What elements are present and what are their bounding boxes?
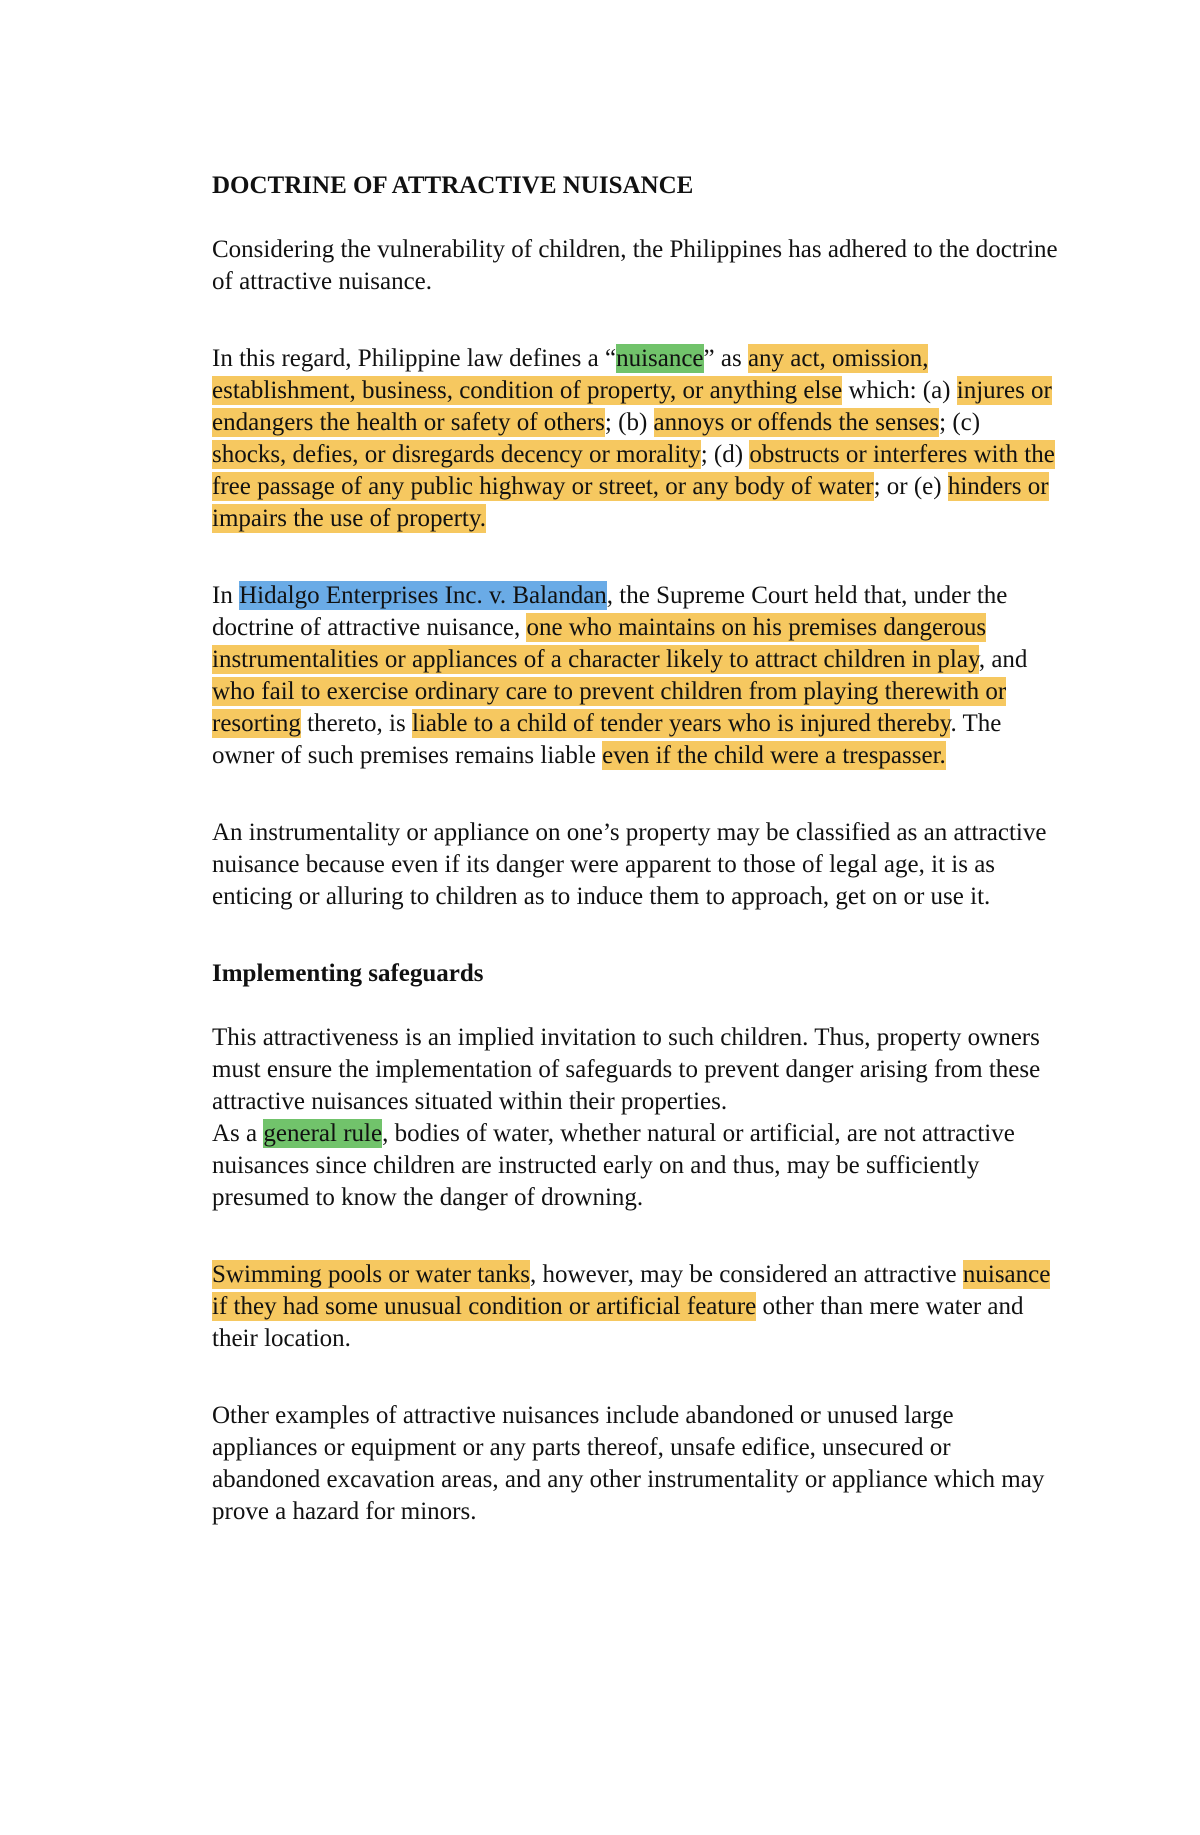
highlight-orange: hinders or impairs the use of property. xyxy=(212,473,1049,532)
paragraph-intro: Considering the vulnerability of children, the Philippines has adhered to the doctrine of attractive nuisance. xyxy=(212,236,1058,295)
highlight-orange: liable to a child of tender years who is injured thereby xyxy=(411,710,951,737)
paragraph-case xyxy=(212,580,1060,772)
highlight-orange: nuisance if they had some unusual condition or artificial feature xyxy=(212,1261,1051,1320)
highlight-orange: shocks, defies, or disregards decency or morality xyxy=(212,441,701,468)
text-span: , the Supreme Court held that, under the doctrine of attractive nuisance, xyxy=(212,582,1008,641)
section-heading: Implementing safeguards xyxy=(212,960,484,987)
highlight-orange: who fail to exercise ordinary care to prevent children from playing therewith or resorting xyxy=(212,678,1007,737)
highlight-green: general rule xyxy=(263,1120,383,1147)
paragraph-attractiveness: This attractiveness is an implied invitation to such children. Thus, property owners must ensure the implementation of safeguards to prevent danger arising from these attractive nuisances situated within their properties. xyxy=(212,1024,1041,1115)
highlight-green: nuisance xyxy=(616,345,704,372)
highlight-orange: even if the child were a trespasser. xyxy=(602,742,946,769)
text-span: thereto, is xyxy=(300,710,412,737)
document-title: DOCTRINE OF ATTRACTIVE NUISANCE xyxy=(212,172,694,199)
highlight-blue-case-name: Hidalgo Enterprises Inc. v. Balandan xyxy=(239,582,607,609)
text-span: other than mere water and their location. xyxy=(212,1293,1024,1352)
text-span: , however, may be considered an attractive xyxy=(530,1261,963,1288)
text-span: In xyxy=(212,582,240,609)
text-span: In this regard, Philippine law defines a “ xyxy=(212,345,617,372)
highlight-orange: one who maintains on his premises dangerous instrumentalities or appliances of a character likely to attract children in play xyxy=(212,614,987,673)
text-span: ; (b) xyxy=(604,409,654,436)
text-span: As a xyxy=(212,1120,264,1147)
text-span: , and xyxy=(978,646,1028,673)
highlight-orange: injures or endangers the health or safety of others xyxy=(212,377,1052,436)
paragraph-instrumentality: An instrumentality or appliance on one’s property may be classified as an attractive nuisance because even if its danger were apparent to those of legal age, it is as enticing or alluring to children as to induce them to approach, get on or use it. xyxy=(212,819,1047,910)
paragraph-general-rule xyxy=(212,1118,1060,1214)
paragraph-definition xyxy=(212,343,1060,535)
text-span: ; or (e) xyxy=(873,473,948,500)
paragraph-other-examples: Other examples of attractive nuisances include abandoned or unused large appliances or equipment or any parts thereof, unsafe edifice, unsecured or abandoned excavation areas, and any other instrumentality or appliance which may prove a hazard for minors. xyxy=(212,1402,1045,1525)
text-span: ; (d) xyxy=(700,441,750,468)
text-span: which: (a) xyxy=(842,377,957,404)
text-span: . The owner of such premises remains liable xyxy=(212,710,1002,769)
text-span: , bodies of water, whether natural or artificial, are not attractive nuisances since children are instructed early on and thus, may be sufficiently presumed to know the danger of drowning. xyxy=(212,1120,1015,1211)
text-span: ; (c) xyxy=(939,409,981,436)
text-span: ” as xyxy=(703,345,748,372)
highlight-orange: any act, omission, establishment, business, condition of property, or anything else xyxy=(212,345,929,404)
highlight-orange: Swimming pools or water tanks xyxy=(212,1261,531,1288)
highlight-orange: obstructs or interferes with the free passage of any public highway or street, or any body of water xyxy=(212,441,1055,500)
paragraph-pools xyxy=(212,1259,1060,1355)
highlight-orange: annoys or offends the senses xyxy=(653,409,940,436)
